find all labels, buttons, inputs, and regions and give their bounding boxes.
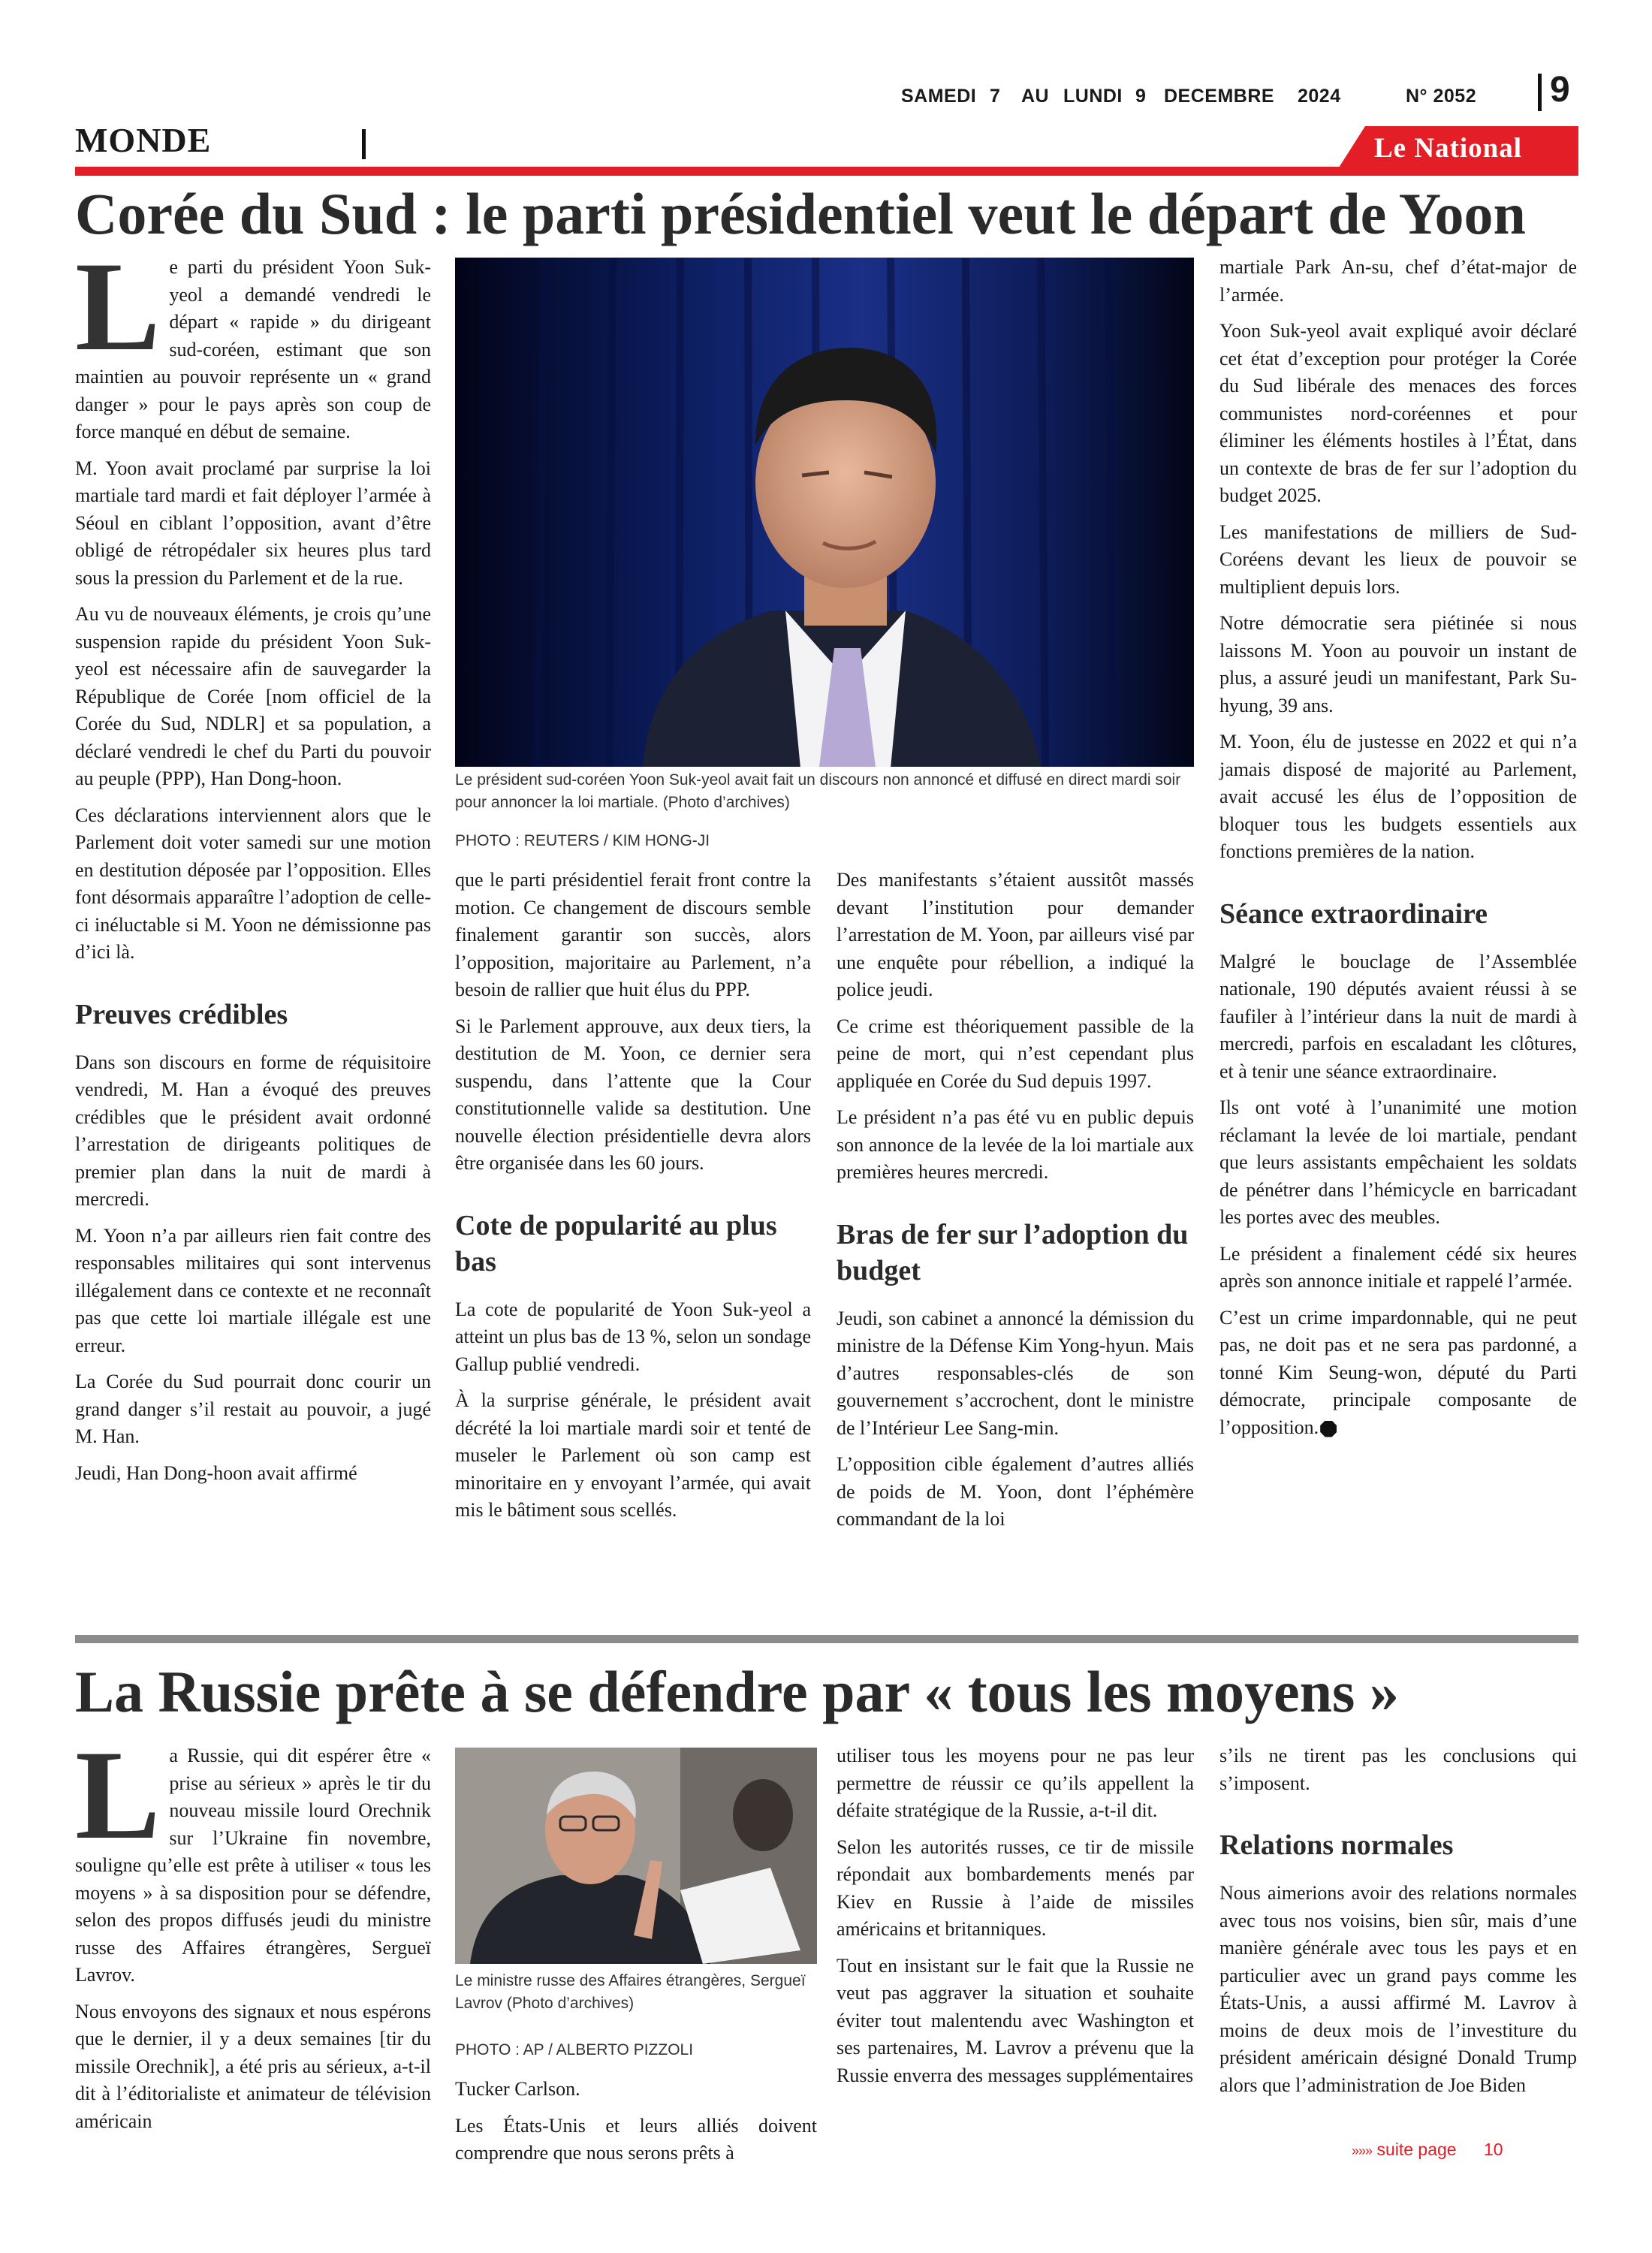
- lavrov-photo-illustration: [455, 1748, 817, 1964]
- paragraph: Le président a finalement cédé six heures après son annonce initiale et rappelé l’armée.: [1219, 1242, 1577, 1292]
- article-divider: [75, 1635, 1578, 1643]
- paragraph: Selon les autorités russes, ce tir de missile répondait aux bombardements menés par Kiev en Russie à l’aide de missiles américains et britanniques.: [837, 1835, 1194, 1940]
- paragraph: C’est un crime impardonnable, qui ne peut pas, ne doit pas et ne sera pas pardonné, a tonné Kim Seung-won, député du Parti démocrate, principale composante de l’opposition.: [1219, 1306, 1577, 1438]
- date-month: DECEMBRE: [1164, 86, 1275, 107]
- paragraph: a Russie, qui dit espérer être « prise au sérieux » après le tir du nouveau missile lourd Orechnik sur l’Ukraine fin novembre, souligne qu’elle est prête à utiliser « tous les moyens » à sa disposition pour se défendre, selon des propos diffusés jeudi du ministre russe des Affaires étrangères, Sergueï Lavrov.: [75, 1745, 431, 1986]
- end-of-article-icon: [1320, 1421, 1337, 1437]
- section-divider: [362, 129, 366, 159]
- paragraph: Nous envoyons des signaux et nous espérons que le dernier, il y a deux semaines [tir du missile Orechnik], a été pris au sérieux, a-t-il dit à l’éditorialiste et animateur de télévision américain: [75, 2000, 431, 2132]
- continuation-page[interactable]: 10: [1483, 2140, 1503, 2159]
- page-number-divider: [1538, 74, 1542, 111]
- article1-dropcap: L: [75, 236, 161, 377]
- continuation-arrows-icon: »»»: [1352, 2143, 1373, 2158]
- article1-column-4: [1219, 254, 1577, 1450]
- paragraph: Yoon Suk-yeol avait expliqué avoir déclaré cet état d’exception pour protéger la Corée du Sud libérale des menaces des forces communistes nord-coréennes et pour éliminer les éléments hostiles à l’État, dans un contexte de bras de fer sur l’adoption du budget 2025.: [1219, 320, 1577, 506]
- paragraph: Au vu de nouveaux éléments, je crois qu’une suspension rapide du président Yoon Suk-yeol est nécessaire afin de sauvegarder la République de Corée [nom officiel de la Corée du Sud, NDLR] et sa population, a déclaré vendredi le chef du Parti du pouvoir au peuple (PPP), Han Dong-hoon.: [75, 603, 431, 789]
- date-year: 2024: [1298, 86, 1341, 107]
- paragraph: L’opposition cible également d’autres alliés de poids de M. Yoon, dont l’éphémère commandant de la loi: [837, 1453, 1194, 1530]
- date-from: 7: [990, 86, 1001, 107]
- paragraph: que le parti présidentiel ferait front contre la motion. Ce changement de discours semble finalement garantir son succès, alors l’opposition, majoritaire au Parlement, n’a besoin de rallier que huit élus du PPP.: [455, 869, 811, 1000]
- paragraph: s’ils ne tirent pas les conclusions qui s’imposent.: [1219, 1745, 1577, 1794]
- yoon-photo: [455, 258, 1194, 767]
- paragraph: M. Yoon avait proclamé par surprise la loi martiale tard mardi et fait déployer l’armée à Séoul en ciblant l’opposition, avant d’être obligé de rétropédaler six heures plus tard sous la pression du Parlement et de la rue.: [75, 457, 431, 589]
- article1-subhead-preuves: Preuves crédibles: [75, 998, 288, 1030]
- paragraph: Tout en insistant sur le fait que la Russie ne veut pas aggraver la situation et souhaite éviter tout malentendu avec Washington et ses partenaires, M. Lavrov a prévenu que la Russie enverra des messages supplémentaires: [837, 1954, 1194, 2086]
- paragraph: La Corée du Sud pourrait donc courir un grand danger s’il restait au pouvoir, a jugé M. Han.: [75, 1371, 431, 1447]
- date-au: AU: [1021, 86, 1050, 107]
- paragraph: Des manifestants s’étaient aussitôt massés devant l’institution pour demander l’arrestation de M. Yoon, par ailleurs visé par une enquête pour rébellion, a indiqué la police jeudi.: [837, 869, 1194, 1000]
- paragraph: Si le Parlement approuve, aux deux tiers, la destitution de M. Yoon, ce dernier sera suspendu, dans l’attente que la Cour constitutionnelle valide sa destitution. Une nouvelle élection présidentielle devra alors être organisée dans les 60 jours.: [455, 1015, 811, 1174]
- paragraph: Jeudi, Han Dong-hoon avait affirmé: [75, 1461, 357, 1484]
- article2-column-4: [1219, 1742, 1577, 2108]
- brand-name: Le National: [1374, 133, 1523, 164]
- date-day2: LUNDI: [1063, 86, 1123, 107]
- lavrov-photo-credit: PHOTO : AP / ALBERTO PIZZOLI: [455, 2041, 694, 2058]
- paragraph: Ce crime est théoriquement passible de la peine de mort, qui n’est cependant plus appliquée en Corée du Sud depuis 1997.: [837, 1015, 1194, 1092]
- article1-column-1: [75, 236, 431, 1496]
- paragraph: e parti du président Yoon Suk-yeol a demandé vendredi le départ « rapide » du dirigeant sud-coréen, estimant que son maintien au pouvoir représente un « grand danger » pour le pays après son coup de force manqué en début de semaine.: [75, 256, 431, 442]
- paragraph: martiale Park An-su, chef d’état-major de l’armée.: [1219, 256, 1577, 306]
- paragraph: Nous aimerions avoir des relations normales avec tous nos voisins, bien sûr, mais d’une manière générale avec tous les pays et en particulier avec un grand pays comme les États-Unis, a aussi affirmé M. Lavrov à moins de deux mois de l’investiture du président américain désigné Donald Trump alors que l’administration de Joe Biden: [1219, 1882, 1577, 2096]
- article2-column-2: [455, 2076, 817, 2176]
- paragraph: Notre démocratie sera piétinée si nous laissons M. Yoon au pouvoir un instant de plus, a assuré jeudi un manifestant, Park Su-hyung, 39 ans.: [1219, 612, 1577, 716]
- paragraph: La cote de popularité de Yoon Suk-yeol a atteint un plus bas de 13 %, selon un sondage Gallup publié vendredi.: [455, 1298, 811, 1375]
- article2-subhead-relations: Relations normales: [1219, 1829, 1454, 1861]
- article1-column-2: [455, 867, 811, 1534]
- paragraph: À la surprise générale, le président avait décrété la loi martiale mardi soir et tenté de museler le Parlement où son camp est minoritaire en y envoyant l’armée, qui avait mis le bâtiment sous scellés.: [455, 1389, 811, 1521]
- article2-column-3: [837, 1742, 1194, 2098]
- paragraph: Les manifestations de milliers de Sud-Coréens devant les lieux de pouvoir se multiplient depuis lors.: [1219, 520, 1577, 598]
- paragraph: Dans son discours en forme de réquisitoire vendredi, M. Han a évoqué des preuves crédibles que le président avait ordonné l’arrestation de dirigeants politiques de premier plan dans la nuit de mardi à mercredi.: [75, 1051, 431, 1210]
- yoon-photo-caption: Le président sud-coréen Yoon Suk-yeol avait fait un discours non annoncé et diffusé en direct mardi soir pour annoncer la loi martiale. (Photo d’archives): [455, 771, 1181, 811]
- paragraph: utiliser tous les moyens pour ne pas leur permettre de réussir ce qu’ils appellent la défaite stratégique de la Russie, a-t-il dit.: [837, 1745, 1194, 1821]
- paragraph: M. Yoon, élu de justesse en 2022 et qui n’a jamais disposé de majorité au Parlement, avait accusé les élus de l’opposition de bloquer tous les budgets essentiels aux fonctions premières de la nation.: [1219, 731, 1577, 862]
- paragraph: M. Yoon n’a par ailleurs rien fait contre des responsables militaires qui sont intervenus illégalement dans ce contexte et ne reconnaît pas que cette loi martiale illégale est une erreur.: [75, 1224, 431, 1356]
- article1-headline: Corée du Sud : le parti présidentiel veut le départ de Yoon: [75, 181, 1526, 246]
- paragraph: Ils ont voté à l’unanimité une motion réclamant la levée de loi martiale, pendant que leurs assistants empêchaient les soldats de pénétrer dans l’hémicycle en barricadant les portes avec des meubles.: [1219, 1096, 1577, 1228]
- article2-dropcap: L: [75, 1724, 161, 1865]
- lavrov-photo: [455, 1748, 817, 1964]
- article1-subhead-seance: Séance extraordinaire: [1219, 897, 1488, 930]
- section-title: MONDE: [75, 121, 212, 159]
- continuation-note: [1352, 2140, 1577, 2160]
- continuation-label: suite page: [1376, 2140, 1457, 2159]
- paragraph: Les États-Unis et leurs alliés doivent comprendre que nous serons prêts à: [455, 2114, 817, 2164]
- issue-number: N° 2052: [1406, 86, 1477, 107]
- lavrov-photo-caption: Le ministre russe des Affaires étrangères, Sergueï Lavrov (Photo d’archives): [455, 1972, 806, 2012]
- article1-subhead-popularite: Cote de popularité au plus bas: [455, 1209, 777, 1277]
- yoon-photo-illustration: [455, 258, 1194, 767]
- date-day: SAMEDI: [901, 86, 977, 107]
- article2-headline: La Russie prête à se défendre par « tous les moyens »: [75, 1659, 1399, 1724]
- paragraph: Malgré le bouclage de l’Assemblée nationale, 190 députés avaient réussi à se faufiler à l’intérieur dans la nuit de mardi à mercredi, parfois en escaladant les clôtures, et à tenir une séance extraordinaire.: [1219, 950, 1577, 1082]
- paragraph: Ces déclarations interviennent alors que le Parlement doit voter samedi sur une motion en destitution déposée par l’opposition. Elles font désormais apparaître l’adoption de celle-ci inéluctable si M. Yoon ne démissionne pas d’ici là.: [75, 804, 431, 963]
- yoon-photo-credit: PHOTO : REUTERS / KIM HONG-JI: [455, 832, 710, 849]
- page-number: 9: [1550, 70, 1570, 110]
- article1-subhead-budget: Bras de fer sur l’adoption du budget: [837, 1218, 1189, 1286]
- dateline: [871, 81, 1592, 111]
- article1-column-3: [837, 867, 1194, 1543]
- date-to: 9: [1135, 86, 1147, 107]
- paragraph: Jeudi, son cabinet a annoncé la démission du ministre de la Défense Kim Yong-hyun. Mais d’autres responsables-clés de son gouvernement s’accrochent, dont le ministre de l’Intérieur Lee Sang-min.: [837, 1307, 1194, 1439]
- paragraph: Le président n’a pas été vu en public depuis son annonce de la levée de la loi martiale aux premières heures mercredi.: [837, 1106, 1194, 1183]
- paragraph: Tucker Carlson.: [455, 2078, 580, 2100]
- article2-column-1: [75, 1724, 431, 2144]
